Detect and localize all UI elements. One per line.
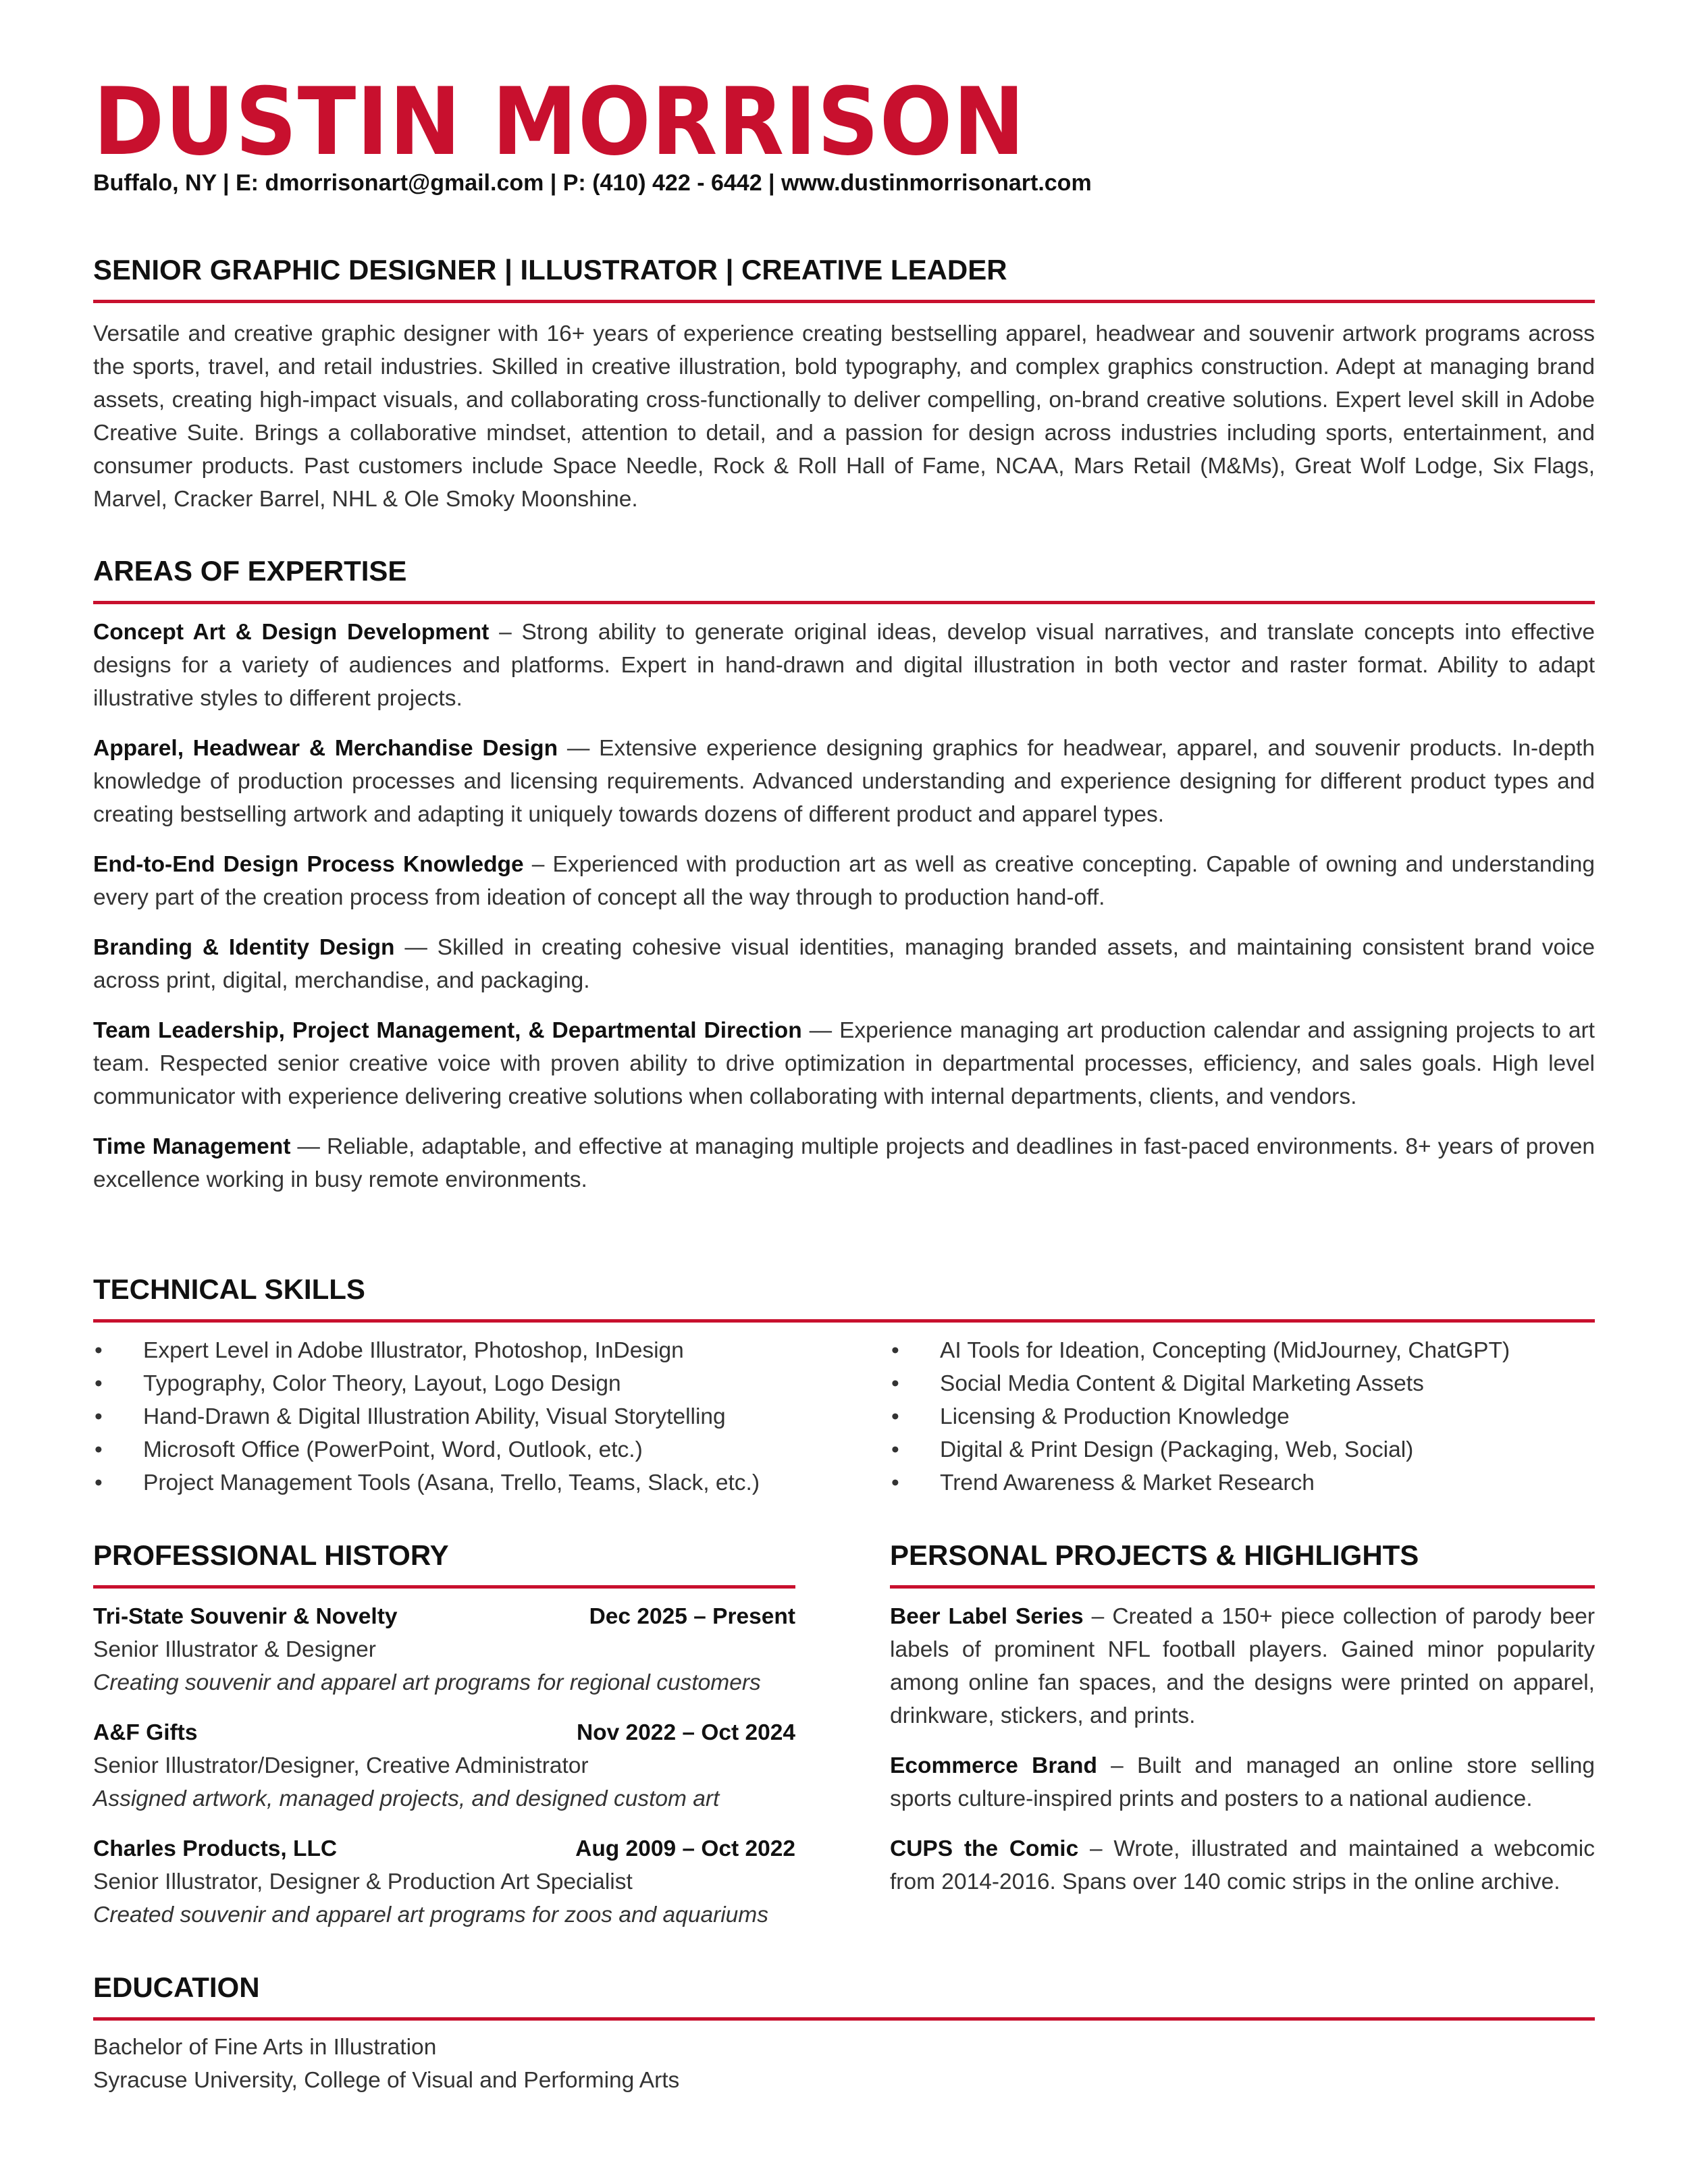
- education-school: Syracuse University, College of Visual and Performing Arts: [93, 2068, 680, 2093]
- skill-item: • AI Tools for Ideation, Concepting (MidJourney, ChatGPT): [890, 1334, 1510, 1367]
- expertise-list: [93, 616, 1595, 1213]
- project-item: [890, 1832, 1595, 1898]
- project-heading: Beer Label Series: [890, 1604, 1084, 1629]
- expertise-heading: Apparel, Headwear & Merchandise Design: [93, 736, 558, 761]
- skills-title: TECHNICAL SKILLS: [93, 1273, 365, 1305]
- expertise-item: [93, 848, 1595, 914]
- projects-title: PERSONAL PROJECTS & HIGHLIGHTS: [890, 1539, 1419, 1571]
- education-degree: Bachelor of Fine Arts in Illustration: [93, 2035, 437, 2060]
- expertise-heading: Concept Art & Design Development: [93, 620, 490, 645]
- section-divider: [890, 1585, 1595, 1589]
- skill-item: • Project Management Tools (Asana, Trello, Teams, Slack, etc.): [93, 1466, 760, 1499]
- history-title: PROFESSIONAL HISTORY: [93, 1539, 449, 1571]
- skill-item: • Typography, Color Theory, Layout, Logo Design: [93, 1367, 760, 1400]
- job-description: Created souvenir and apparel art programs for zoos and aquariums: [93, 1902, 768, 1927]
- expertise-text: — Experience managing art production calendar and assigning projects to art team. Respected senior creative voice with proven ability to drive optimization in departmental processes, efficiency, and sales goals. High level communicator with experience delivering creative solutions when collaborating with internal departments, clients, and vendors.: [93, 1018, 1595, 1109]
- job-entry: [93, 1716, 795, 1815]
- expertise-heading: End-to-End Design Process Knowledge: [93, 852, 524, 877]
- skill-item: • Digital & Print Design (Packaging, Web, Social): [890, 1433, 1510, 1466]
- job-role: Senior Illustrator, Designer & Production Art Specialist: [93, 1869, 633, 1894]
- education-title: EDUCATION: [93, 1971, 260, 2003]
- expertise-item: [93, 1014, 1595, 1113]
- job-company: A&F Gifts: [93, 1720, 198, 1745]
- skill-item: • Trend Awareness & Market Research: [890, 1466, 1510, 1499]
- expertise-title: AREAS OF EXPERTISE: [93, 555, 407, 587]
- project-item: [890, 1749, 1595, 1815]
- project-heading: Ecommerce Brand: [890, 1753, 1097, 1778]
- education-entry: [93, 2031, 679, 2097]
- skill-item: • Social Media Content & Digital Marketing Assets: [890, 1367, 1510, 1400]
- projects-list: [890, 1600, 1595, 1915]
- job-dates: Dec 2025 – Present: [589, 1604, 795, 1629]
- expertise-item: [93, 616, 1595, 715]
- candidate-name: DUSTIN MORRISON: [93, 68, 1026, 176]
- project-heading: CUPS the Comic: [890, 1836, 1079, 1861]
- job-role: Senior Illustrator/Designer, Creative Administrator: [93, 1753, 589, 1778]
- project-item: [890, 1600, 1595, 1732]
- skills-list-left: [93, 1334, 760, 1499]
- skill-item: • Licensing & Production Knowledge: [890, 1400, 1510, 1433]
- job-description: Assigned artwork, managed projects, and designed custom art: [93, 1786, 720, 1811]
- section-divider: [93, 300, 1595, 303]
- project-text: – Built and managed an online store selling sports culture-inspired prints and posters to a national audience.: [890, 1753, 1595, 1811]
- section-divider: [93, 2017, 1595, 2021]
- section-divider: [93, 1319, 1595, 1323]
- section-divider: [93, 1585, 795, 1589]
- project-text: – Wrote, illustrated and maintained a webcomic from 2014-2016. Spans over 140 comic strips in the online archive.: [890, 1836, 1595, 1894]
- job-company: Tri-State Souvenir & Novelty: [93, 1604, 398, 1629]
- expertise-item: [93, 732, 1595, 831]
- expertise-item: [93, 1130, 1595, 1196]
- skills-list-right: [890, 1334, 1510, 1499]
- expertise-heading: Time Management: [93, 1134, 291, 1159]
- contact-line: Buffalo, NY | E: dmorrisonart@gmail.com | P: (410) 422 - 6442 | www.dustinmorrisonart.com: [93, 170, 1092, 196]
- expertise-text: — Reliable, adaptable, and effective at managing multiple projects and deadlines in fast-paced environments. 8+ years of proven excellence working in busy remote environments.: [93, 1134, 1595, 1192]
- job-description: Creating souvenir and apparel art programs for regional customers: [93, 1670, 761, 1695]
- job-role: Senior Illustrator & Designer: [93, 1637, 376, 1662]
- skill-item: • Expert Level in Adobe Illustrator, Photoshop, InDesign: [93, 1334, 760, 1367]
- section-divider: [93, 601, 1595, 604]
- expertise-text: — Extensive experience designing graphics for headwear, apparel, and souvenir products. In-depth knowledge of production processes and licensing requirements. Advanced understanding and experience designing for different product types and creating bestselling artwork and adapting it uniquely towards dozens of different product and apparel types.: [93, 736, 1595, 827]
- skill-item: • Hand-Drawn & Digital Illustration Ability, Visual Storytelling: [93, 1400, 760, 1433]
- summary-title: SENIOR GRAPHIC DESIGNER | ILLUSTRATOR | CREATIVE LEADER: [93, 254, 1007, 286]
- job-company: Charles Products, LLC: [93, 1836, 338, 1861]
- expertise-heading: Branding & Identity Design: [93, 935, 395, 960]
- job-entry: [93, 1600, 795, 1699]
- skill-item: • Microsoft Office (PowerPoint, Word, Outlook, etc.): [93, 1433, 760, 1466]
- expertise-text: — Skilled in creating cohesive visual identities, managing branded assets, and maintaining consistent brand voice across print, digital, merchandise, and packaging.: [93, 935, 1595, 993]
- expertise-heading: Team Leadership, Project Management, & Departmental Direction: [93, 1018, 802, 1043]
- expertise-item: [93, 931, 1595, 997]
- project-text: – Created a 150+ piece collection of parody beer labels of prominent NFL football players. Gained minor popularity among online fan spaces, and the designs were printed on apparel, drinkware, stickers, and prints.: [890, 1604, 1595, 1728]
- summary-paragraph: Versatile and creative graphic designer with 16+ years of experience creating bestselling apparel, headwear and souvenir artwork programs across the sports, travel, and retail industries. Skilled in creative illustration, bold typography, and complex graphics construction. Adept at managing brand assets, creating high-impact visuals, and collaborating cross-functionally to deliver compelling, on-brand creative solutions. Expert level skill in Adobe Creative Suite. Brings a collaborative mindset, attention to detail, and a passion for design across industries including sports, entertainment, and consumer products. Past customers include Space Needle, Rock & Roll Hall of Fame, NCAA, Mars Retail (M&Ms), Great Wolf Lodge, Six Flags, Marvel, Cracker Barrel, NHL & Ole Smoky Moonshine.: [93, 321, 1595, 512]
- expertise-text: – Experienced with production art as well as creative concepting. Capable of owning and understanding every part of the creation process from ideation of concept all the way through to production hand-off.: [93, 852, 1595, 910]
- summary-text: [93, 317, 1595, 533]
- expertise-text: – Strong ability to generate original ideas, develop visual narratives, and translate concepts into effective designs for a variety of audiences and platforms. Expert in hand-drawn and digital illustration in both vector and raster format. Ability to adapt illustrative styles to different projects.: [93, 620, 1595, 711]
- job-dates: Aug 2009 – Oct 2022: [575, 1836, 795, 1861]
- job-dates: Nov 2022 – Oct 2024: [576, 1720, 795, 1745]
- job-entry: [93, 1832, 795, 1932]
